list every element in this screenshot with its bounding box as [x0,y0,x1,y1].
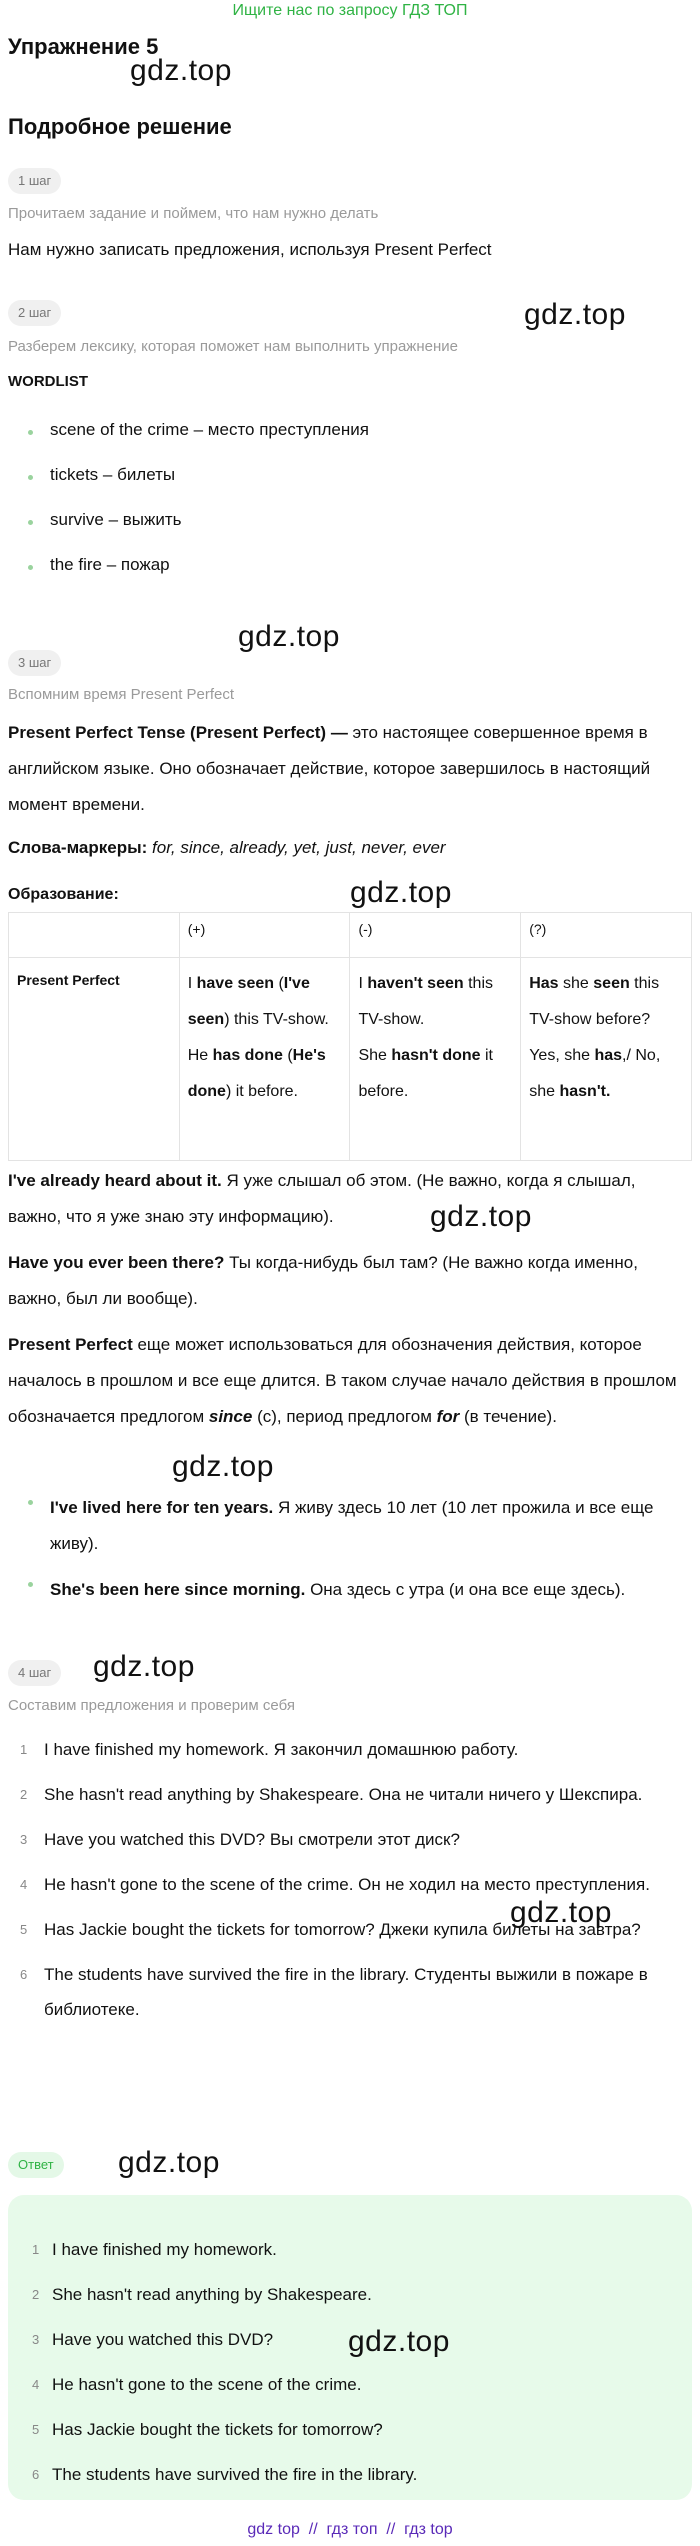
markers [8,830,692,866]
step-badge: 3 шаг [8,650,61,676]
list-item: 1 I have finished my homework. [32,2240,277,2259]
answer-badge: Ответ [8,2152,64,2178]
table-cell [521,958,692,1161]
example-paragraph: Have you ever been there? Ты когда-нибудь был там? (Не важно когда именно, важно, был ли вообще). [8,1253,638,1308]
example-list [28,1490,692,1608]
list-item: tickets – билеты [28,465,369,510]
watermark: gdz.top [430,1200,532,1233]
table-header: (-) [350,913,521,958]
solution-list [8,1732,692,2027]
table-cell [350,958,521,1161]
example-sentence: Has she seen this TV-show before? [529,975,660,1028]
watermark: gdz.top [93,1650,195,1683]
formation-table [8,912,692,1161]
definition-term: Present Perfect Tense (Present Perfect) — [8,723,348,742]
definition [8,715,692,823]
watermark: gdz.top [524,298,626,331]
watermark: gdz.top [130,54,232,87]
list-item: 4 He hasn't gone to the scene of the crime. [32,2375,362,2394]
markers-label: Слова-маркеры: [8,838,148,857]
example-paragraph: I've already heard about it. Я уже слышал об этом. (Не важно, когда я слышал, важно, что я уже знаю эту информацию). [8,1171,636,1226]
watermark: gdz.top [350,876,452,909]
list-item: 5 Has Jackie bought the tickets for tomorrow? Джеки купила билеты на завтра? [20,1920,641,1939]
wordlist [28,420,369,600]
table-header: (?) [521,913,692,958]
table-header: (+) [179,913,350,958]
markers-list: for, since, already, yet, just, never, ever [152,838,446,857]
table-cell [179,958,350,1161]
definition-text: это настоящее совершенное время в английском языке. Оно обозначает действие, которое завершилось в настоящий момент времени. [8,723,651,814]
formation-label: Образование: [8,886,119,903]
step-hint: Составим предложения и проверим себя [8,1697,295,1714]
table-cell [9,913,180,958]
list-item: 2 She hasn't read anything by Shakespeare. [32,2285,372,2304]
list-item: 6 The students have survived the fire in the library. [32,2465,418,2484]
answer-list [32,2232,682,2492]
step-badge: 4 шаг [8,1660,61,1686]
usage-paragraph: Present Perfect еще может использоваться для обозначения действия, которое началось в прошлом и все еще длится. В таком случае начало действия в прошлом обозначается предлогом since (с), период предлогом for (в течение). [8,1335,677,1426]
step-text: Нам нужно записать предложения, используя Present Perfect [8,240,492,259]
step-hint: Прочитаем задание и поймем, что нам нужно делать [8,205,379,222]
example-sentence: I have seen (I've seen) this TV-show. [187,975,329,1028]
table-row-label: Present Perfect [9,958,180,1161]
watermark: gdz.top [348,2325,450,2358]
example-sentence: He has done (He's done) it before. [187,1047,326,1100]
section-title: Подробное решение [8,114,232,139]
step-hint: Разберем лексику, которая поможет нам выполнить упражнение [8,338,458,355]
list-item: She's been here since morning. Она здесь с утра (и она все еще здесь). [28,1572,692,1608]
step-badge: 1 шаг [8,168,61,194]
example-sentence: Yes, she has,/ No, she hasn't. [529,1047,661,1100]
wordlist-heading: WORDLIST [8,373,88,390]
watermark: gdz.top [172,1450,274,1483]
example-sentence: I haven't seen this TV-show. [358,975,493,1028]
watermark: gdz.top [118,2146,220,2179]
list-item: 4 He hasn't gone to the scene of the crime. Он не ходил на место преступления. [20,1875,650,1894]
footer: gdz top // гдз топ // гдз top [247,2521,453,2538]
step-hint: Вспомним время Present Perfect [8,686,235,703]
list-item: 1 I have finished my homework. Я закончил домашнюю работу. [20,1740,519,1759]
list-item: scene of the crime – место преступления [28,420,369,465]
list-item: the fire – пожар [28,555,369,600]
list-item: 3 Have you watched this DVD? [32,2330,274,2349]
list-item: 6 The students have survived the fire in the library. Студенты выжили в пожаре в библиотеке. [20,1965,648,2019]
watermark: gdz.top [510,1896,612,1929]
list-item: 2 She hasn't read anything by Shakespeare. Она не читали ничего у Шекспира. [20,1785,643,1804]
list-item: survive – выжить [28,510,369,555]
watermark: gdz.top [238,620,340,653]
example-sentence: She hasn't done it before. [358,1047,493,1100]
list-item: I've lived here for ten years. Я живу здесь 10 лет (10 лет прожила и все еще живу). [28,1490,692,1562]
list-item: 5 Has Jackie bought the tickets for tomorrow? [32,2420,383,2439]
step-badge: 2 шаг [8,300,61,326]
page-title: Упражнение 5 [8,34,159,59]
search-banner: Ищите нас по запросу ГДЗ ТОП [232,2,468,19]
list-item: 3 Have you watched this DVD? Вы смотрели этот диск? [20,1830,460,1849]
